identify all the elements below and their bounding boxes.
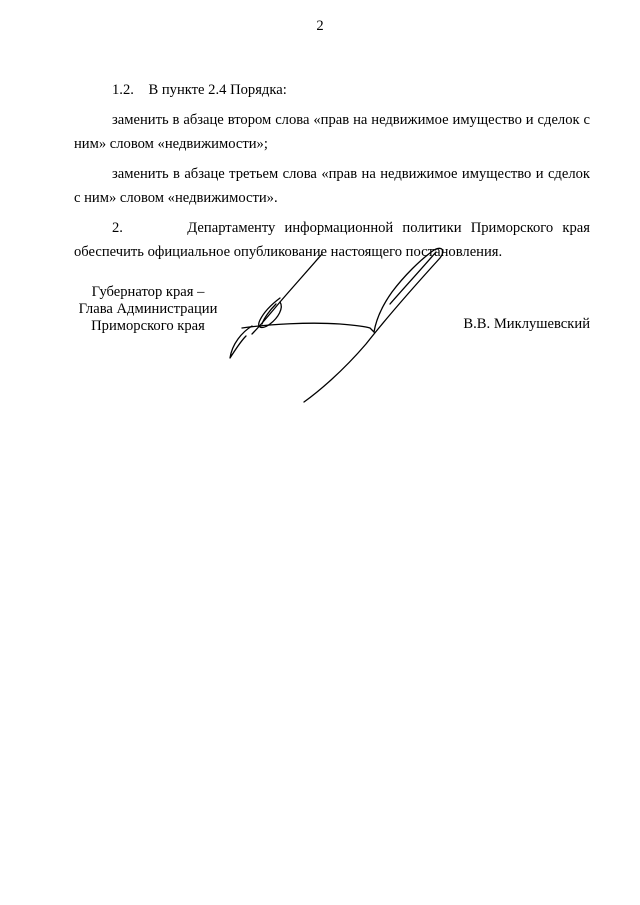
signatory-title-line: Глава Администрации xyxy=(78,301,218,317)
paragraph-replace-third: заменить в абзаце третьем слова «прав на недвижимое имущество и сделок с ним» словом «недвижимости». xyxy=(74,166,590,206)
signatory-title-line: Приморского края xyxy=(91,318,205,334)
paragraph-2: 2. Департаменту информационной политики Приморского края обеспечить официальное опубликование настоящего постановления. xyxy=(74,220,590,260)
signatory-title xyxy=(74,284,222,335)
signatory-name: В.В. Миклушевский xyxy=(463,316,590,332)
handwritten-signature xyxy=(220,240,460,410)
document-body xyxy=(74,78,590,264)
page-number: 2 xyxy=(316,18,324,34)
paragraph-1-2: 1.2. В пункте 2.4 Порядка: xyxy=(112,82,287,98)
paragraph-replace-second: заменить в абзаце втором слова «прав на недвижимое имущество и сделок с ним» словом «недвижимости»; xyxy=(74,112,590,152)
signatory-title-line: Губернатор края – xyxy=(91,284,205,300)
